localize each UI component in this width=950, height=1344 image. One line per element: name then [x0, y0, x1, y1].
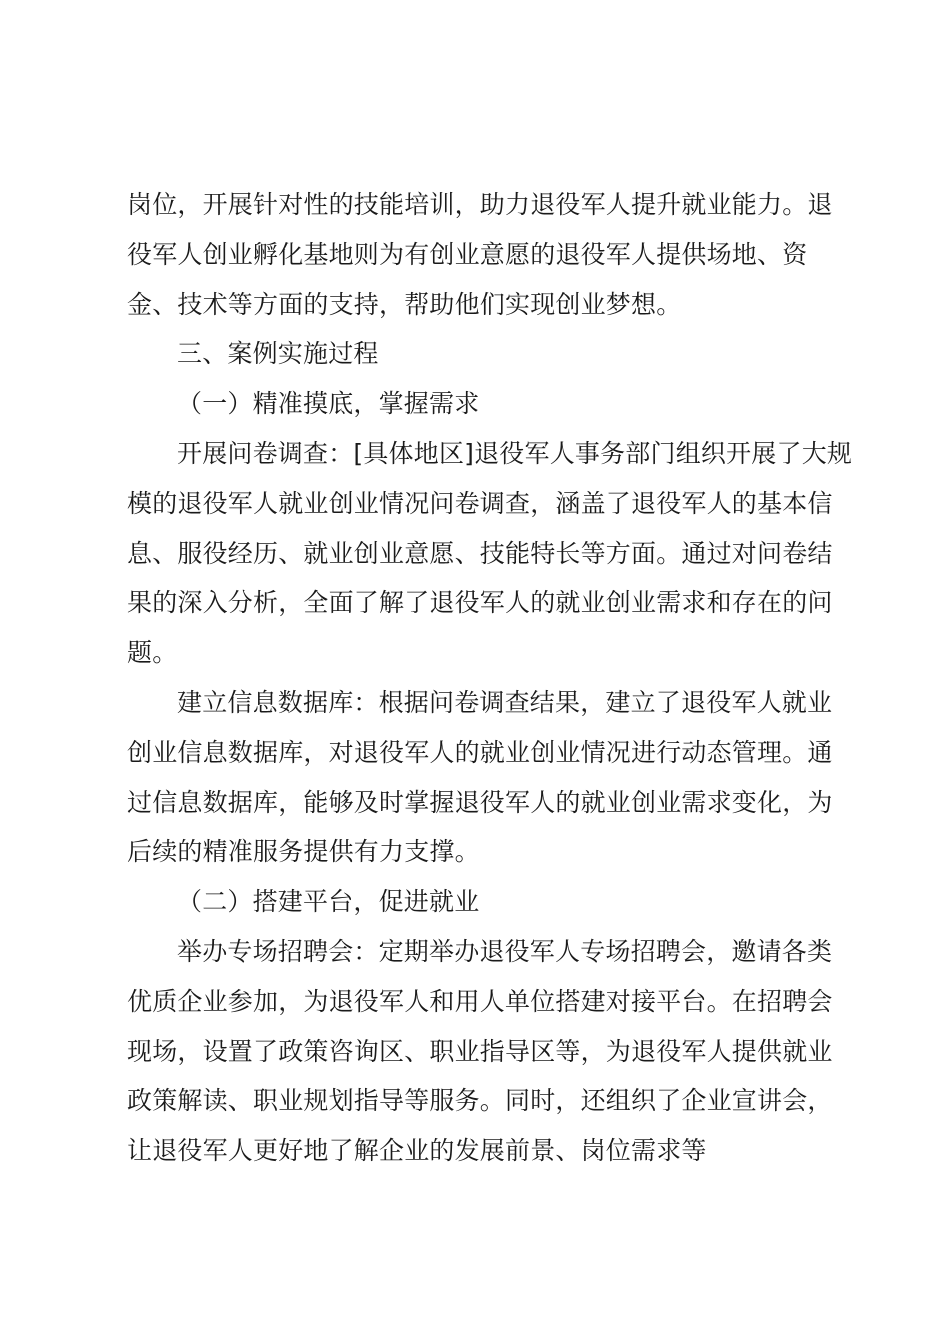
paragraph: 举办专场招聘会：定期举办退役军人专场招聘会，邀请各类优质企业参加，为退役军人和用人单位搭建对接平台。在招聘会现场，设置了政策咨询区、职业指导区等，为退役军人提供就业政策解读、职业规划指导等服务。同时，还组织了企业宣讲会，让退役军人更好地了解企业的发展前景、岗位需求等: [127, 936, 833, 1166]
subsection-heading: （二）搭建平台，促进就业: [177, 887, 480, 917]
document-body: [127, 180, 857, 1176]
subsection-heading: （一）精准摸底，掌握需求: [177, 389, 480, 419]
paragraph-continued: 岗位，开展针对性的技能培训，助力退役军人提升就业能力。退役军人创业孵化基地则为有创业意愿的退役军人提供场地、资金、技术等方面的支持，帮助他们实现创业梦想。: [127, 190, 833, 319]
paragraph: 建立信息数据库：根据问卷调查结果，建立了退役军人就业创业信息数据库，对退役军人的就业创业情况进行动态管理。通过信息数据库，能够及时掌握退役军人的就业创业需求变化，为后续的精准服务提供有力支撑。: [127, 687, 833, 867]
section-heading: 三、案例实施过程: [177, 339, 379, 369]
paragraph: 开展问卷调查：[具体地区]退役军人事务部门组织开展了大规模的退役军人就业创业情况问卷调查，涵盖了退役军人的基本信息、服役经历、就业创业意愿、技能特长等方面。通过对问卷结果的深入分析，全面了解了退役军人的就业创业需求和存在的问题。: [127, 438, 853, 668]
